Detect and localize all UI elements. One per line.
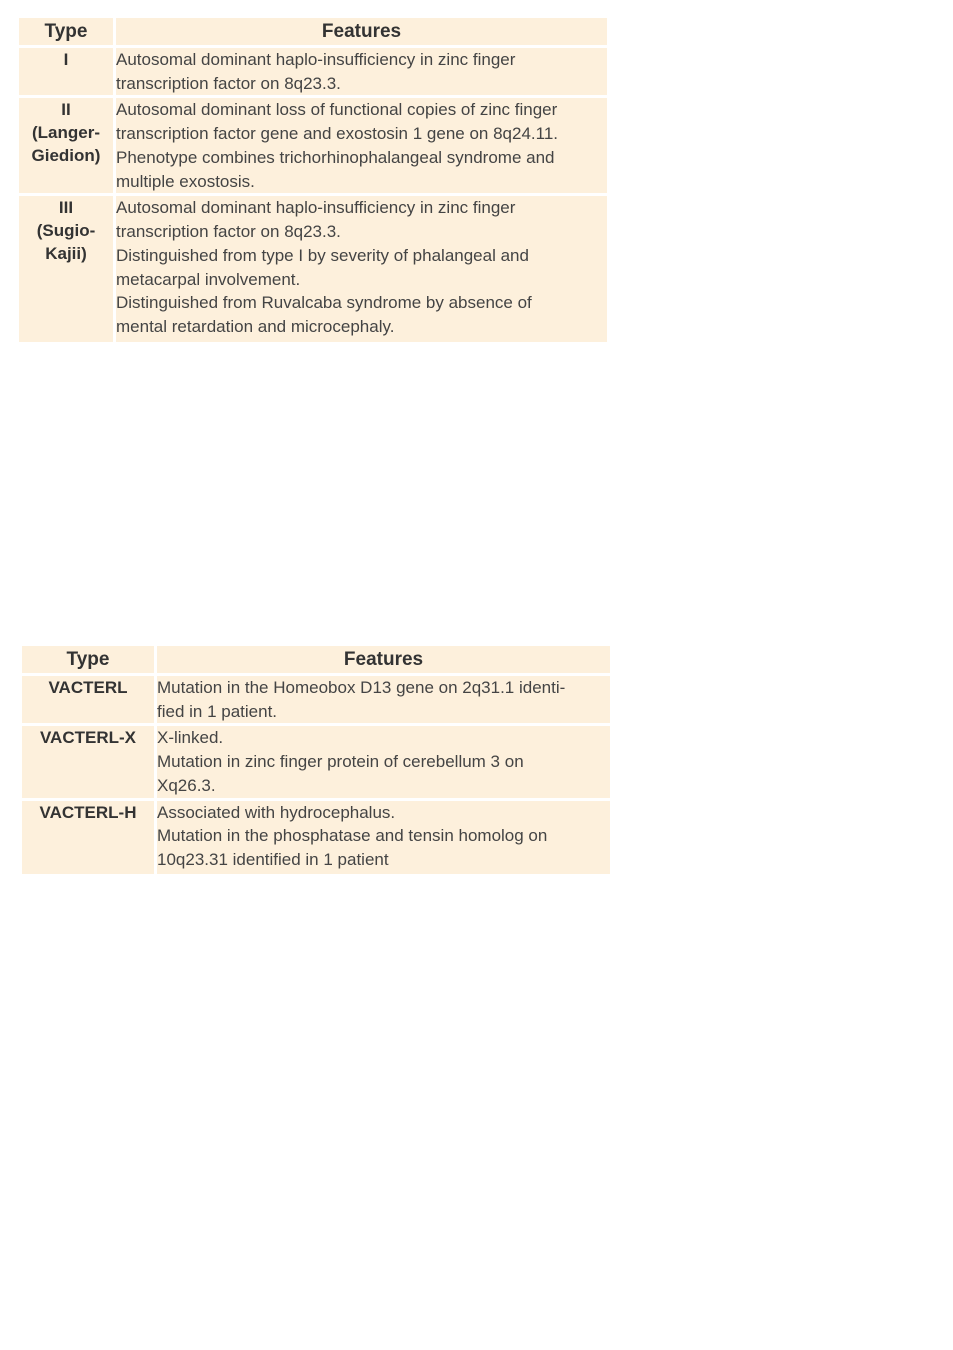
table-row	[22, 676, 610, 726]
type-label: Giedion)	[31, 146, 101, 166]
feature-text: Associated with hydrocephalus.	[157, 802, 396, 822]
feature-text: Autosomal dominant loss of functional copies of zinc finger	[116, 100, 558, 120]
feature-text: transcription factor on 8q23.3.	[116, 222, 341, 242]
type-cell	[19, 48, 116, 98]
type-cell	[19, 196, 116, 342]
features-column-header: Features	[157, 646, 610, 676]
type-label: VACTERL-X	[39, 728, 136, 748]
table-row	[22, 726, 610, 800]
features-cell	[157, 801, 610, 874]
feature-text: Mutation in the Homeobox D13 gene on 2q31.1 identi-	[157, 678, 566, 697]
features-cell	[157, 676, 610, 726]
feature-text: 10q23.31 identified in 1 patient	[157, 849, 389, 869]
type-cell	[22, 726, 157, 800]
feature-text: metacarpal involvement.	[116, 269, 301, 289]
type-label: (Langer-	[32, 123, 100, 143]
type-label: VACTERL	[48, 678, 128, 697]
feature-text: Distinguished from Ruvalcaba syndrome by absence of	[116, 293, 532, 313]
feature-text: Mutation in zinc finger protein of cerebellum 3 on	[157, 752, 524, 772]
type-label: I	[63, 50, 69, 69]
feature-text: Xq26.3.	[157, 775, 216, 795]
feature-text: Distinguished from type I by severity of phalangeal and	[116, 245, 529, 265]
features-cell	[116, 196, 607, 342]
type-label: VACTERL-H	[39, 802, 137, 822]
features-cell	[116, 48, 607, 98]
features-cell	[116, 98, 607, 196]
features-column-header: Features	[116, 18, 607, 48]
table-row	[19, 196, 607, 342]
feature-text: Autosomal dominant haplo-insufficiency in zinc finger	[116, 198, 516, 218]
type-cell	[22, 801, 157, 874]
table-header-row	[19, 18, 607, 48]
features-cell	[157, 726, 610, 800]
feature-text: transcription factor on 8q23.3.	[116, 73, 341, 93]
type-column-header: Type	[22, 646, 157, 676]
feature-text: multiple exostosis.	[116, 171, 255, 191]
feature-text: mental retardation and microcephaly.	[116, 316, 395, 336]
feature-text: transcription factor gene and exostosin 1 gene on 8q24.11.	[116, 124, 558, 144]
feature-text: X-linked.	[157, 728, 224, 748]
type-cell	[22, 676, 157, 726]
type-column-header: Type	[19, 18, 116, 48]
table-row	[19, 48, 607, 98]
feature-text: fied in 1 patient.	[157, 701, 278, 721]
type-label: Kajii)	[45, 244, 87, 264]
feature-text: Mutation in the phosphatase and tensin homolog on	[157, 826, 548, 846]
type-cell	[19, 98, 116, 196]
trps-types-table	[19, 18, 607, 342]
type-label: (Sugio-	[36, 221, 96, 241]
type-label: III	[58, 198, 74, 218]
table-header-row	[22, 646, 610, 676]
type-label: II	[61, 100, 71, 120]
vacterl-types-table	[22, 646, 610, 874]
feature-text: Autosomal dominant haplo-insufficiency in zinc finger	[116, 50, 516, 69]
table-row	[19, 98, 607, 196]
feature-text: Phenotype combines trichorhinophalangeal syndrome and	[116, 147, 555, 167]
table-row	[22, 801, 610, 874]
